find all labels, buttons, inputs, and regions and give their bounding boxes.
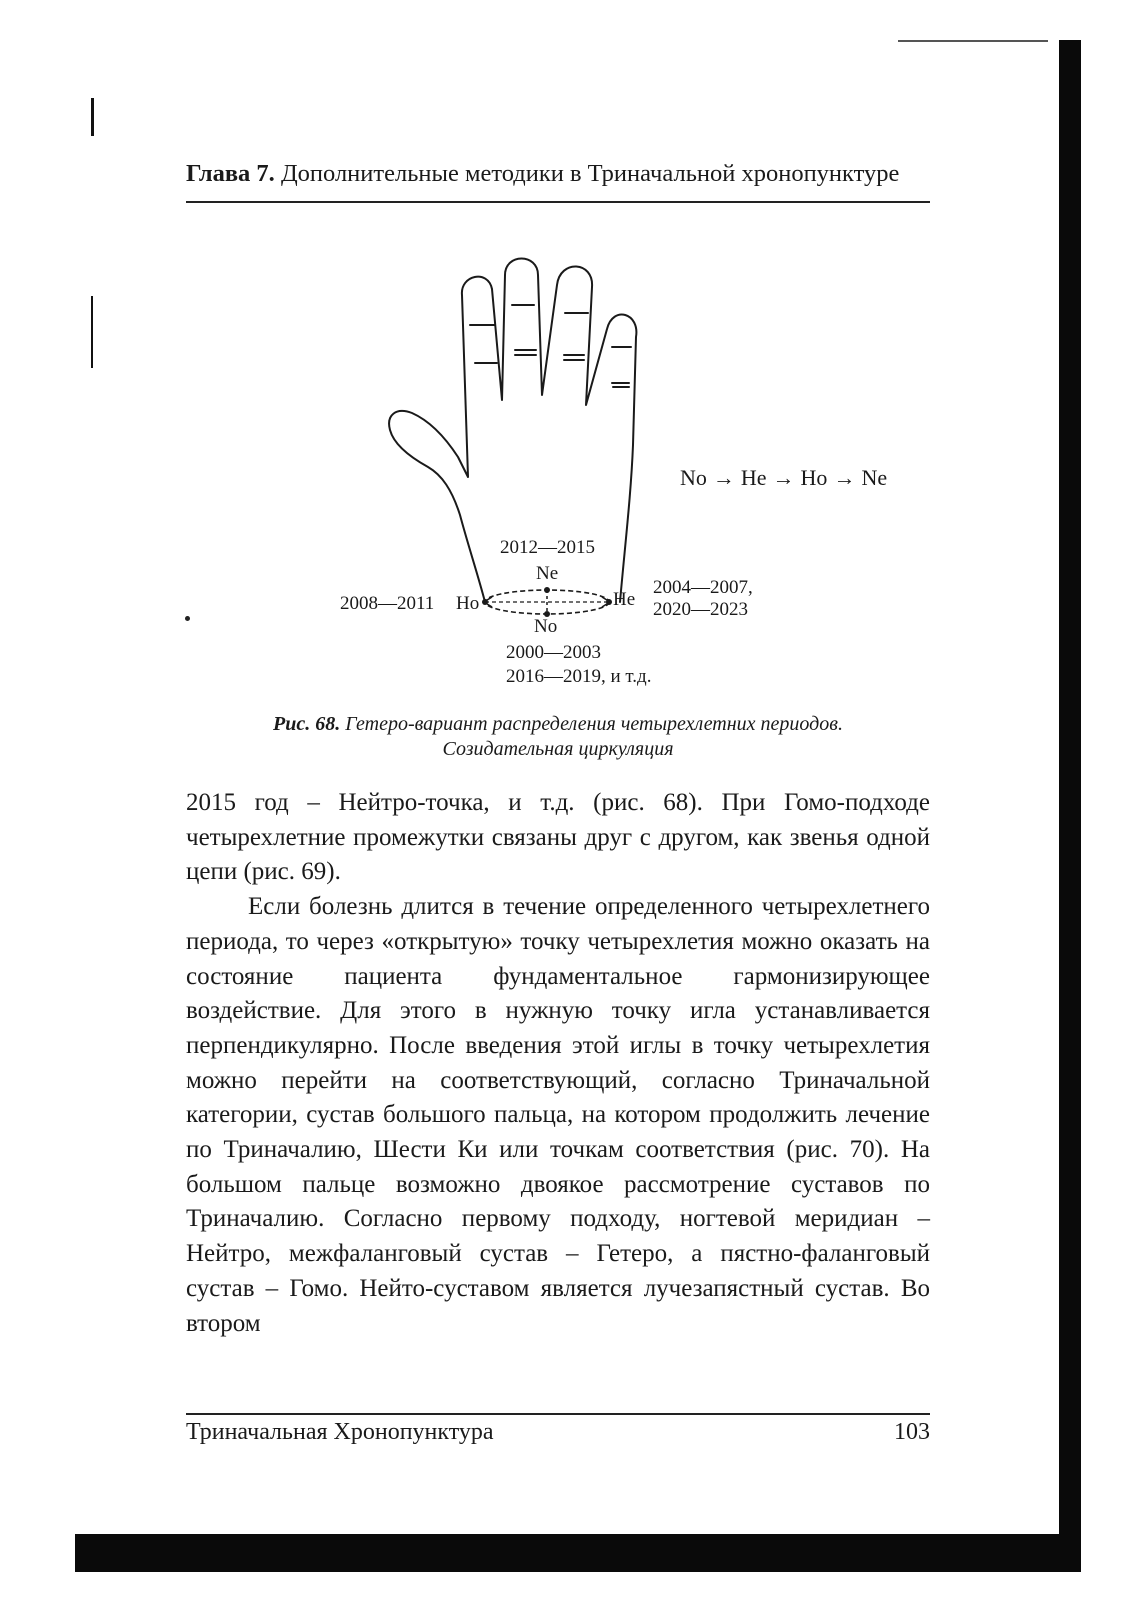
point-ne-marker bbox=[544, 587, 550, 593]
label-right-point: He bbox=[613, 589, 636, 610]
label-left-years: 2008—2011 bbox=[340, 593, 435, 614]
label-right-years-1: 2004—2007, bbox=[653, 577, 753, 598]
chapter-number: Глава 7. bbox=[186, 160, 275, 187]
label-top-years: 2012—2015 bbox=[500, 537, 595, 558]
seq-item: He bbox=[740, 465, 767, 490]
header-rule bbox=[186, 201, 930, 203]
scan-dot bbox=[185, 616, 190, 621]
paragraph: Если болезнь длится в течение определенного четырехлетнего периода, то через «открытую» точку четырехлетия можно оказать на состояние пациента фундаментальное гармонизирующее воздействие. Для этого в нужную точку игла устанавливается перпендикулярно. После введения этой иглы в точку четырехлетия можно перейти на соответствующий, согласно Триначальной категории, сустав большого пальца, на котором продолжить лечение по Триначалию, Шести Ки или точкам соответствия (рис. 70). На большом пальце возможно двоякое рассмотрение суставов по Триначалию. Согласно первому подходу, ногтевой меридиан – Нейтро, межфаланговый сустав – Гетеро, а пястно-фаланговый сустав – Гомо. Нейто-суставом является лучезапястный сустав. Во втором bbox=[186, 893, 930, 1337]
seq-item: Ho bbox=[800, 465, 828, 490]
paragraph: 2015 год – Нейтро-точка, и т.д. (рис. 68). При Гомо-подходе четырехлетние промежутки связаны друг с другом, как звенья одной цепи (рис. 69). bbox=[186, 789, 930, 886]
arrow-right-icon: → bbox=[712, 465, 735, 490]
footer-rule bbox=[186, 1413, 930, 1415]
scan-line-top bbox=[898, 40, 1048, 42]
figure-68 bbox=[320, 245, 960, 700]
seq-item: Ne bbox=[861, 465, 888, 490]
page-number: 103 bbox=[894, 1419, 930, 1445]
label-bottom-years-2: 2016—2019, и т.д. bbox=[506, 666, 652, 687]
arrow-right-icon: → bbox=[833, 465, 856, 490]
label-right-years-2: 2020—2023 bbox=[653, 599, 748, 620]
footer-book-title: Триначальная Хронопунктура bbox=[186, 1419, 494, 1445]
point-sequence bbox=[680, 467, 887, 489]
scan-edge-right bbox=[1059, 40, 1081, 1572]
label-top-point: Ne bbox=[536, 563, 559, 584]
body-text bbox=[186, 786, 930, 1341]
figure-caption bbox=[186, 712, 930, 762]
label-left-point: Ho bbox=[456, 593, 480, 614]
caption-line-2: Созидательная циркуляция bbox=[442, 738, 674, 760]
seq-item: No bbox=[680, 465, 707, 490]
caption-label: Рис. 68. bbox=[273, 713, 341, 735]
scan-mark bbox=[91, 296, 93, 368]
arrow-right-icon: → bbox=[772, 465, 795, 490]
scan-edge-bottom bbox=[75, 1534, 1081, 1572]
chapter-title: Дополнительные методики в Триначальной хронопунктуре bbox=[280, 160, 900, 187]
label-bottom-point: No bbox=[534, 616, 558, 637]
running-header bbox=[186, 160, 930, 188]
scan-mark bbox=[91, 98, 94, 136]
label-bottom-years-1: 2000—2003 bbox=[506, 642, 601, 663]
caption-line-1: Гетеро-вариант распределения четырехлетних периодов. bbox=[345, 713, 843, 735]
